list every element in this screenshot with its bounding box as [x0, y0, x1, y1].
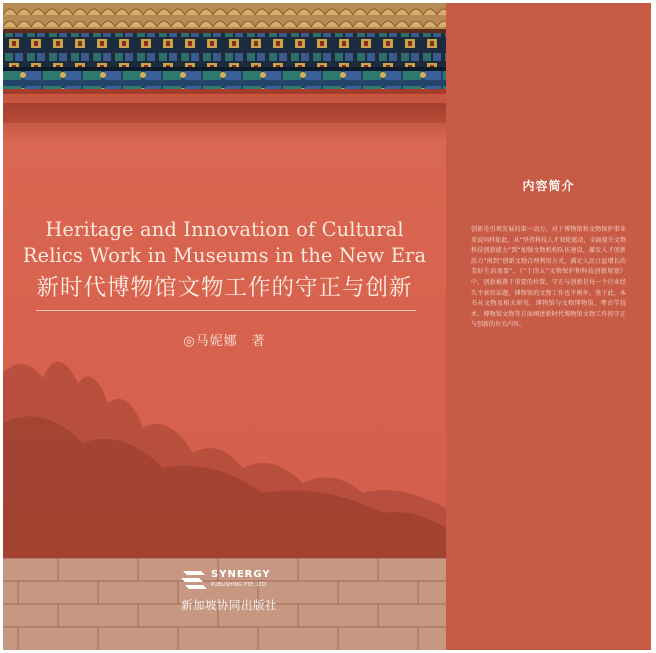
summary-heading: 内容简介 — [522, 179, 575, 193]
title-divider — [36, 310, 416, 311]
publisher-name-cn: 新加坡协同出版社 — [181, 598, 277, 612]
author-credit: ◎马妮娜 著 — [183, 334, 266, 349]
eave-shadow — [3, 103, 446, 143]
publisher-name-en-sub: PUBLISHING PTE. LTD. — [211, 583, 268, 588]
publisher-block — [177, 563, 287, 613]
english-title-line-2: Relics Work in Museums in the New Era — [22, 244, 427, 267]
tree-shadow-silhouette — [3, 333, 446, 563]
publisher-logo-icon — [179, 567, 209, 593]
front-cover — [3, 3, 446, 650]
summary-text: 创新是引领发展的第一动力，对于博物馆和文物保护事业来说同样如此。从“坚持科技人才双轮驱动，全面提升文物科技创新能力”到“加强文物机构队伍建设，激发人才创新活力”再到“创新文物合理利用方式，满足人民日益增长的美好生活需要”，《“十四五”文物保护和科技创新规划》中，创新被置于重要的位置。守正与创新是每一个行业经久不衰的话题，博物馆的文物工作也不例外。基于此，本书从文物及相关研究、博物馆与文物博物馆、考古学技术、博物馆文物等方面阐述新时代博物馆文物工作的守正与创新的有关内容。 — [471, 226, 626, 329]
back-cover — [446, 3, 651, 650]
chinese-title: 新时代博物馆文物工作的守正与创新 — [36, 275, 413, 301]
english-title — [3, 217, 446, 269]
publisher-name-en: SYNERGY — [211, 569, 271, 580]
english-title-line-1: Heritage and Innovation of Cultural — [45, 218, 404, 241]
